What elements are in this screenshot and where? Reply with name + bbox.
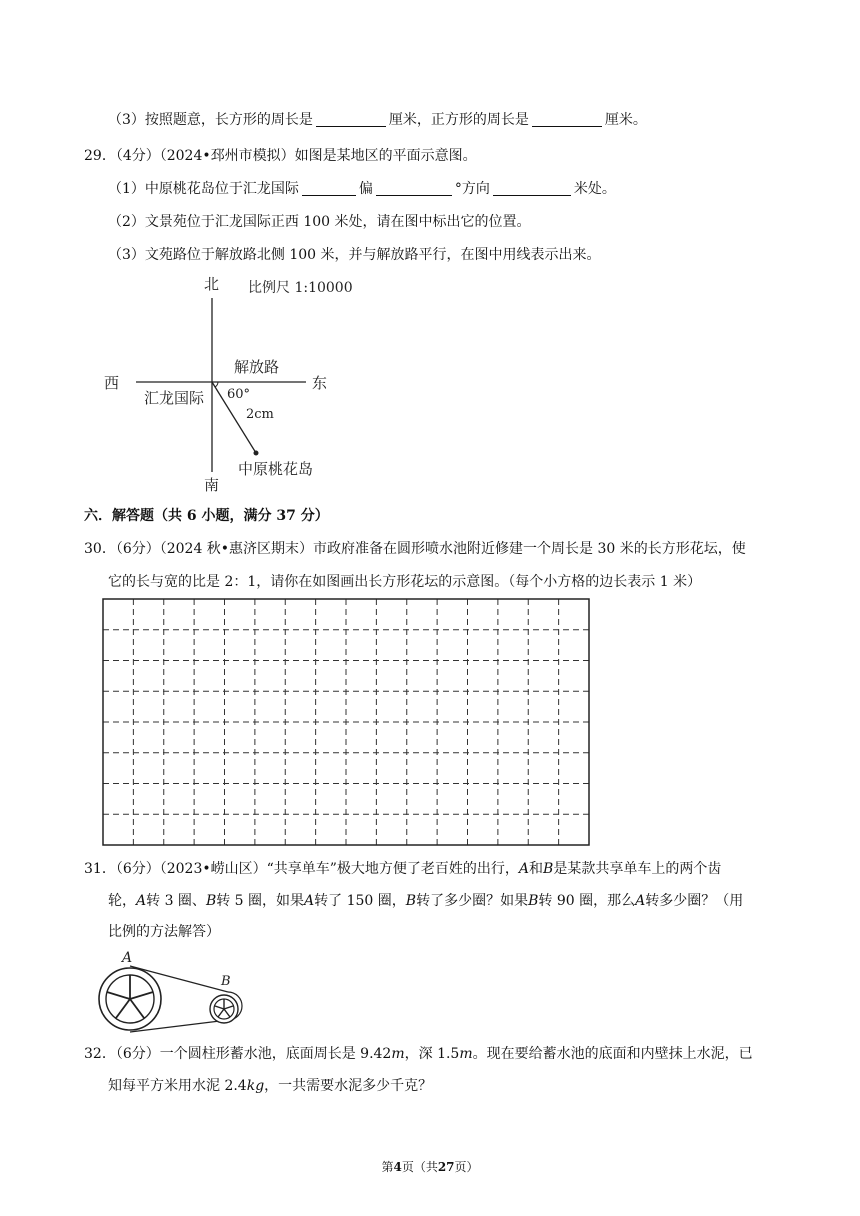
page-footer: 第4页（共27页） xyxy=(381,1160,479,1174)
section-title: 六．解答题（共 6 小题，满分 37 分） xyxy=(84,508,329,524)
q31-gear-figure xyxy=(96,946,256,1036)
gear-a-label: A xyxy=(122,950,133,966)
q31-line1: 31．（6分）（2023•崂山区）“共享单车”极大地方便了老百姓的出行，A和B是某款共享单车上的两个齿 xyxy=(84,861,722,877)
answer-blank[interactable] xyxy=(532,112,602,127)
answer-blank[interactable] xyxy=(316,112,386,127)
q31-line3: 比例的方法解答） xyxy=(108,924,220,940)
q32-line1: 32．（6分）一个圆柱形蓄水池，底面周长是 9.42m，深 1.5m。现在要给蓄水池的底面和内壁抹上水泥，已 xyxy=(84,1046,753,1062)
origin-label: 汇龙国际 xyxy=(144,389,205,407)
east-label: 东 xyxy=(312,374,328,392)
q31-line2: 轮，A转 3 圈、B转 5 圈，如果A转了 150 圈，B转了多少圈？如果B转 90 圈，那么A转多少圈？（用 xyxy=(108,893,744,909)
q32-line2: 知每平方米用水泥 2.4kg，一共需要水泥多少千克？ xyxy=(108,1078,433,1094)
south-label: 南 xyxy=(204,476,220,492)
angle-arc xyxy=(215,382,218,387)
map-scale: 比例尺 1:10000 xyxy=(248,280,353,296)
answer-blank[interactable] xyxy=(493,181,571,196)
q30-line1: 30．（6分）（2024 秋•惠济区期末）市政府准备在圆形喷水池附近修建一个周长是 30 米的长方形花坛，使 xyxy=(84,541,746,557)
q29-part2: （2）文景苑位于汇龙国际正西 100 米处，请在图中标出它的位置。 xyxy=(108,214,531,230)
q29-map-figure xyxy=(96,272,366,492)
page-number: 4 xyxy=(393,1160,402,1174)
gear-b-label: B xyxy=(221,974,231,989)
q28-part3: （3）按照题意，长方形的周长是 厘米，正方形的周长是 厘米。 xyxy=(108,112,647,128)
q29-part1: （1）中原桃花岛位于汇龙国际 偏 °方向 米处。 xyxy=(108,181,616,197)
west-label: 西 xyxy=(104,374,120,392)
road-label: 解放路 xyxy=(234,358,280,376)
distance-label: 2cm xyxy=(246,407,274,422)
page-total: 27 xyxy=(437,1160,455,1174)
q29-part3: （3）文苑路位于解放路北侧 100 米，并与解放路平行，在图中用线表示出来。 xyxy=(108,247,601,263)
answer-blank[interactable] xyxy=(302,181,356,196)
answer-blank[interactable] xyxy=(376,181,452,196)
island-point xyxy=(254,451,259,456)
angle-label: 60° xyxy=(227,387,251,402)
north-label: 北 xyxy=(204,275,220,293)
q30-drawing-grid[interactable] xyxy=(102,598,592,848)
q29-header: 29．（4分）（2024•邳州市模拟）如图是某地区的平面示意图。 xyxy=(84,148,477,164)
island-label: 中原桃花岛 xyxy=(238,460,314,478)
q30-line2: 它的长与宽的比是 2：1，请你在如图画出长方形花坛的示意图。（每个小方格的边长表示 1 米） xyxy=(108,574,702,590)
